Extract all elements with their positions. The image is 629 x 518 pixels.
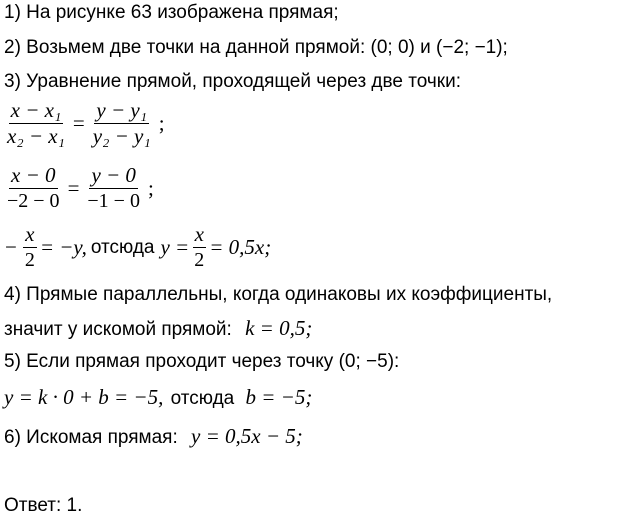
denominator: 2	[194, 249, 205, 271]
minus-sign: −	[5, 235, 17, 259]
fraction-right	[85, 163, 142, 214]
substituted-formula	[2, 163, 157, 214]
denominator: −2 − 0	[7, 190, 60, 212]
denominator: 2	[24, 249, 35, 271]
semicolon: ;	[158, 111, 165, 135]
denominator: y₂ − y₁	[92, 124, 151, 148]
intercept-equation: y = k · 0 + b = −5,	[4, 385, 164, 409]
fraction-x-over-2	[192, 222, 206, 273]
equals-sign: =	[67, 176, 80, 200]
solution-line-1: 1) На рисунке 63 изображена прямая;	[4, 2, 339, 23]
equation-result: = 0,5x;	[209, 235, 272, 259]
intercept-value: b = −5;	[245, 385, 313, 409]
solution-line-7: 4) Прямые параллельны, когда одинаковы их коэффициенты,	[4, 284, 553, 305]
semicolon: ;	[147, 176, 154, 200]
numerator: y − 0	[91, 163, 136, 187]
equals-sign: =	[72, 111, 85, 135]
numerator: x	[194, 222, 204, 246]
line-text: значит у искомой прямой:	[4, 319, 232, 340]
two-point-formula	[2, 98, 168, 149]
solution-line-11	[4, 424, 303, 450]
fraction-left	[5, 98, 67, 149]
final-equation: y = 0,5x − 5;	[191, 424, 303, 448]
equation-lhs: y =	[160, 235, 190, 259]
numerator: x	[25, 222, 35, 246]
numerator: y − y₁	[96, 98, 148, 122]
denominator: −1 − 0	[87, 190, 140, 212]
simplified-equation	[2, 222, 271, 273]
solution-line-9: 5) Если прямая проходит через точку (0; −5):	[4, 351, 400, 372]
line-text: 6) Искомая прямая:	[4, 427, 178, 448]
text-hence: отсюда	[90, 236, 155, 258]
text-hence: отсюда	[170, 388, 235, 409]
solution-line-10	[4, 385, 312, 411]
slope-value: k = 0,5;	[245, 316, 313, 340]
equation-rhs: = −y,	[39, 235, 87, 259]
numerator: x − 0	[11, 163, 56, 187]
answer: Ответ: 1.	[4, 495, 83, 516]
solution-line-8	[4, 316, 312, 342]
solution-line-2: 2) Возьмем две точки на данной прямой: (0; 0) и (−2; −1);	[4, 37, 508, 58]
denominator: x₂ − x₁	[7, 124, 65, 148]
numerator: x − x₁	[10, 98, 62, 122]
fraction-right	[91, 98, 153, 149]
fraction-x-over-2	[23, 222, 37, 273]
fraction-left	[5, 163, 62, 214]
solution-line-3: 3) Уравнение прямой, проходящей через две точки:	[4, 71, 461, 92]
